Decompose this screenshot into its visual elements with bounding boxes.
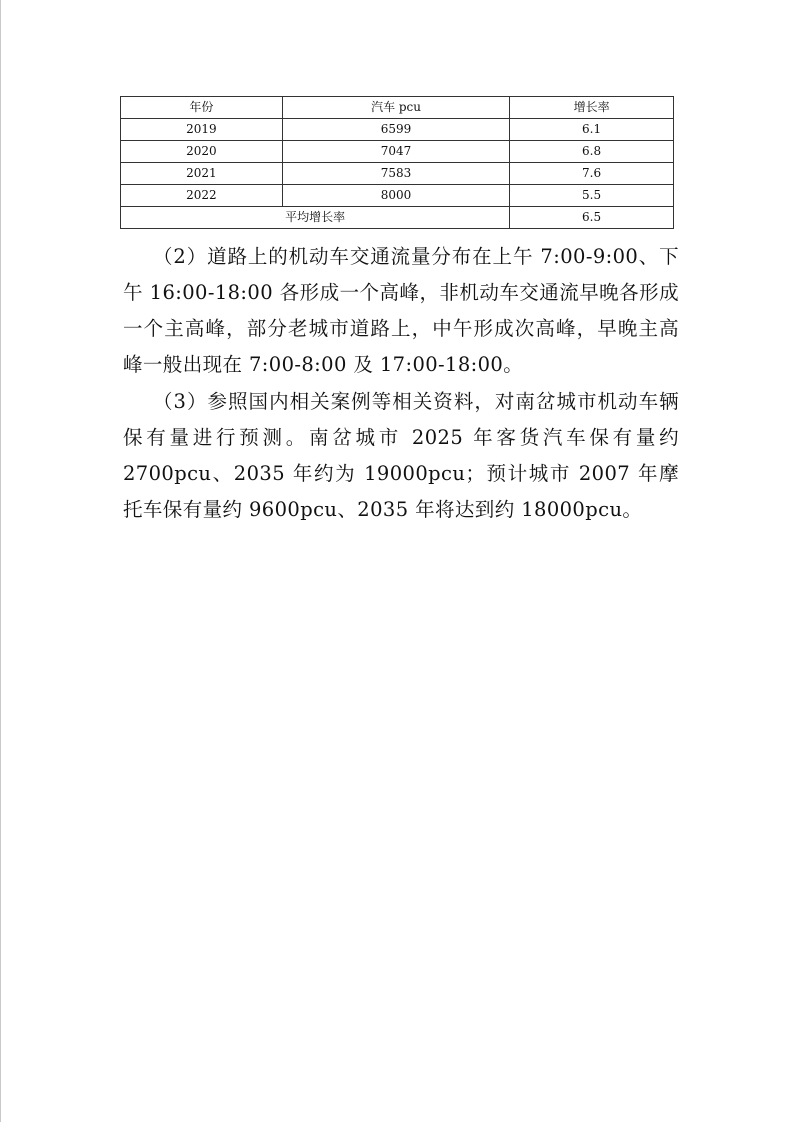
average-label: 平均增长率 <box>121 207 510 229</box>
table-row <box>121 163 674 185</box>
cell-rate: 5.5 <box>510 185 674 207</box>
cell-cars: 6599 <box>282 119 509 141</box>
table-header-row <box>121 97 674 119</box>
average-row <box>121 207 674 229</box>
cell-year: 2019 <box>121 119 283 141</box>
cell-year: 2021 <box>121 163 283 185</box>
header-year: 年份 <box>121 97 283 119</box>
cell-cars: 7583 <box>282 163 509 185</box>
cell-rate: 6.1 <box>510 119 674 141</box>
table-row <box>121 141 674 163</box>
vehicle-growth-table <box>120 96 674 229</box>
average-value: 6.5 <box>510 207 674 229</box>
cell-rate: 7.6 <box>510 163 674 185</box>
cell-cars: 8000 <box>282 185 509 207</box>
page-edge <box>0 0 1 1122</box>
header-growth-rate: 增长率 <box>510 97 674 119</box>
cell-year: 2022 <box>121 185 283 207</box>
cell-cars: 7047 <box>282 141 509 163</box>
cell-year: 2020 <box>121 141 283 163</box>
header-cars-pcu: 汽车 pcu <box>282 97 509 119</box>
table-row <box>121 185 674 207</box>
body-text <box>123 239 679 529</box>
cell-rate: 6.8 <box>510 141 674 163</box>
paragraph-traffic-peaks: （2）道路上的机动车交通流量分布在上午 7:00-9:00、下午 16:00-18:00 各形成一个高峰，非机动车交通流早晚各形成一个主高峰，部分老城市道路上，中午形成次高峰，早晚主高峰一般出现在 7:00-8:00 及 17:00-18:00。 <box>123 245 679 376</box>
paragraph-vehicle-forecast: （3）参照国内相关案例等相关资料，对南岔城市机动车辆保有量进行预测。南岔城市 2025 年客货汽车保有量约 2700pcu、2035 年约为 19000pcu；预计城市 2007 年摩托车保有量约 9600pcu、2035 年将达到约 18000pcu。 <box>123 390 679 521</box>
table-row <box>121 119 674 141</box>
